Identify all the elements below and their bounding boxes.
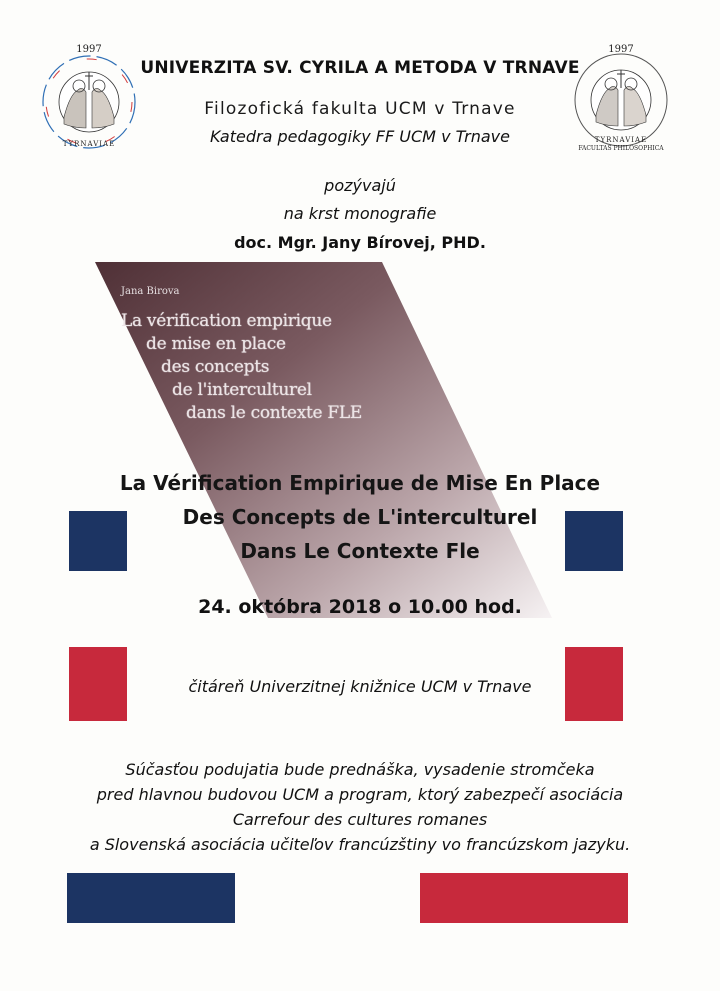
event-venue: čitáreň Univerzitnej knižnice UCM v Trnave bbox=[188, 677, 532, 696]
event-title-line-2: Des Concepts de L'interculturel bbox=[182, 505, 538, 529]
cover-title-line: de mise en place bbox=[146, 334, 286, 354]
description-line: a Slovenská asociácia učiteľov francúzštiny vo francúzskom jazyku. bbox=[89, 835, 631, 854]
event-title-line-1: La Vérification Empirique de Mise En Place bbox=[119, 471, 601, 495]
navy-bar-bottom bbox=[67, 873, 235, 923]
description-line: Súčasťou podujatia bude prednáška, vysadenie stromčeka bbox=[125, 760, 595, 779]
logo-right-bottom: TYRNAVIAE bbox=[594, 136, 648, 144]
monograph-author: doc. Mgr. Jany Bírovej, PHD. bbox=[234, 233, 486, 252]
department-name: Katedra pedagogiky FF UCM v Trnave bbox=[210, 127, 510, 146]
invitation-line-1: pozývajú bbox=[324, 176, 396, 195]
logo-right-year: 1997 bbox=[608, 44, 634, 55]
red-bar-bottom bbox=[420, 873, 628, 923]
cover-title-line: des concepts bbox=[161, 357, 270, 377]
event-title-line-3: Dans Le Contexte Fle bbox=[240, 539, 480, 563]
cover-title-line: dans le contexte FLE bbox=[186, 403, 362, 423]
logo-right-faculty: FACULTAS PHILOSOPHICA bbox=[578, 145, 664, 152]
description-line: pred hlavnou budovou UCM a program, ktorý zabezpečí asociácia bbox=[96, 785, 624, 804]
faculty-name: Filozofická fakulta UCM v Trnave bbox=[204, 99, 516, 119]
cover-title-line: La vérification empirique bbox=[121, 311, 332, 331]
event-date: 24. októbra 2018 o 10.00 hod. bbox=[198, 596, 522, 618]
invitation-line-2: na krst monografie bbox=[283, 204, 437, 223]
cover-author: Jana Birova bbox=[121, 286, 180, 297]
cover-title-line: de l'interculturel bbox=[172, 380, 312, 400]
logo-left-year: 1997 bbox=[76, 44, 102, 55]
university-name: UNIVERZITA SV. CYRILA A METODA V TRNAVE bbox=[140, 58, 580, 78]
logo-left-bottom: TYRNAVIAE bbox=[62, 140, 116, 148]
description-line: Carrefour des cultures romanes bbox=[232, 810, 488, 829]
